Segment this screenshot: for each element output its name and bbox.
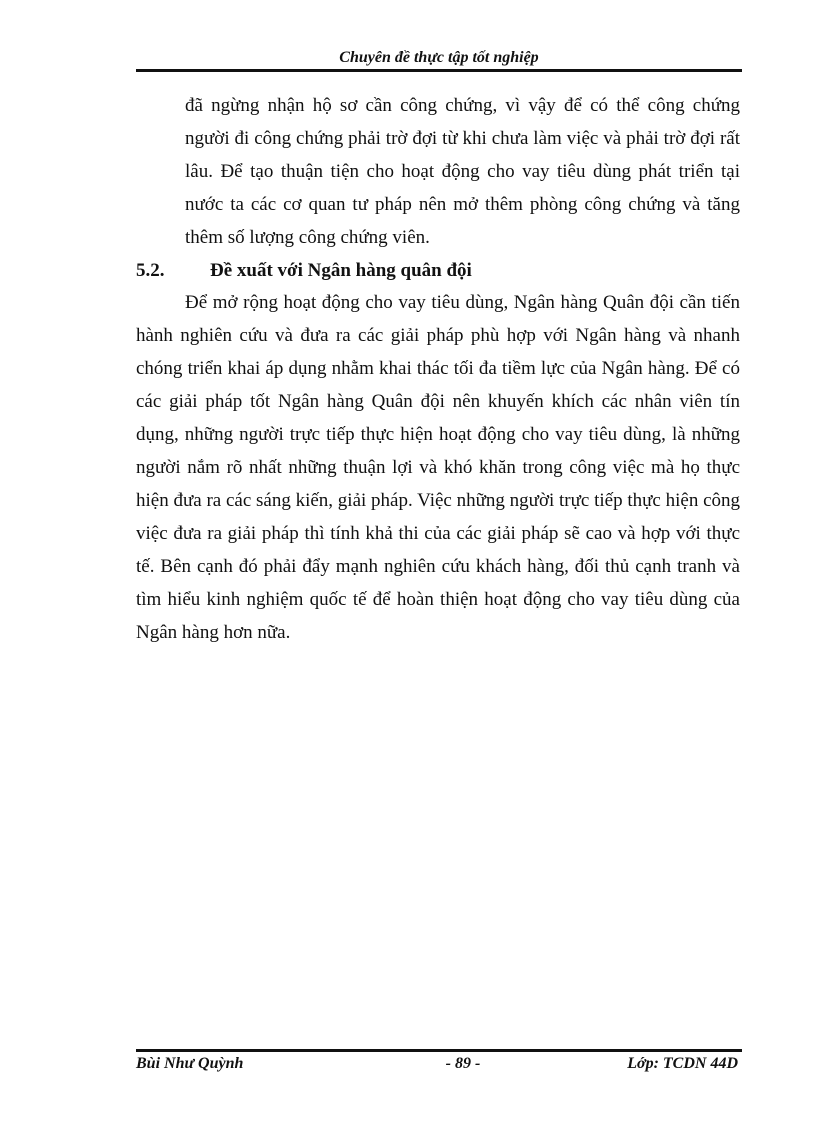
footer-divider — [136, 1049, 742, 1052]
section-number: 5.2. — [136, 260, 165, 281]
main-paragraph: Để mở rộng hoạt động cho vay tiêu dùng, Ngân hàng Quân đội cần tiến hành nghiên cứu và đưa ra các giải pháp phù hợp với Ngân hàng và nhanh chóng triển khai áp dụng nhằm khai thác tối đa tiềm lực của Ngân hàng. Để có các giải pháp tốt Ngân hàng Quân đội nên khuyến khích các nhân viên tín dụng, những người trực tiếp thực hiện hoạt động cho vay tiêu dùng, là những người nắm rõ nhất những thuận lợi và khó khăn trong công việc mà họ thực hiện đưa ra các sáng kiến, giải pháp. Việc những người trực tiếp thực hiện công việc đưa ra giải pháp thì tính khả thi của các giải pháp sẽ cao và hợp với thực tế. Bên cạnh đó phải đẩy mạnh nghiên cứu khách hàng, đối thủ cạnh tranh và tìm hiểu kinh nghiệm quốc tế để hoàn thiện hoạt động cho vay tiêu dùng của Ngân hàng hơn nữa. — [136, 292, 741, 643]
intro-paragraph: đã ngừng nhận hộ sơ cần công chứng, vì vậy để có thể công chứng người đi công chứng phải trờ đợi từ khi chưa làm việc và phải trờ đợi rất lâu. Để tạo thuận tiện cho hoạt động cho vay tiêu dùng phát triển tại nước ta các cơ quan tư pháp nên mở thêm phòng công chứng và tăng thêm số lượng công chứng viên. — [185, 95, 740, 248]
footer-page-number: - 89 - — [445, 1055, 481, 1072]
section-heading — [136, 254, 472, 287]
header-divider — [136, 69, 742, 72]
section-title: Đề xuất với Ngân hàng quân đội — [210, 260, 472, 281]
footer-class: Lớp: TCDN 44D — [627, 1055, 738, 1072]
footer-author: Bùi Như Quỳnh — [136, 1055, 244, 1072]
page-header-title: Chuyên đề thực tập tốt nghiệp — [339, 49, 539, 66]
